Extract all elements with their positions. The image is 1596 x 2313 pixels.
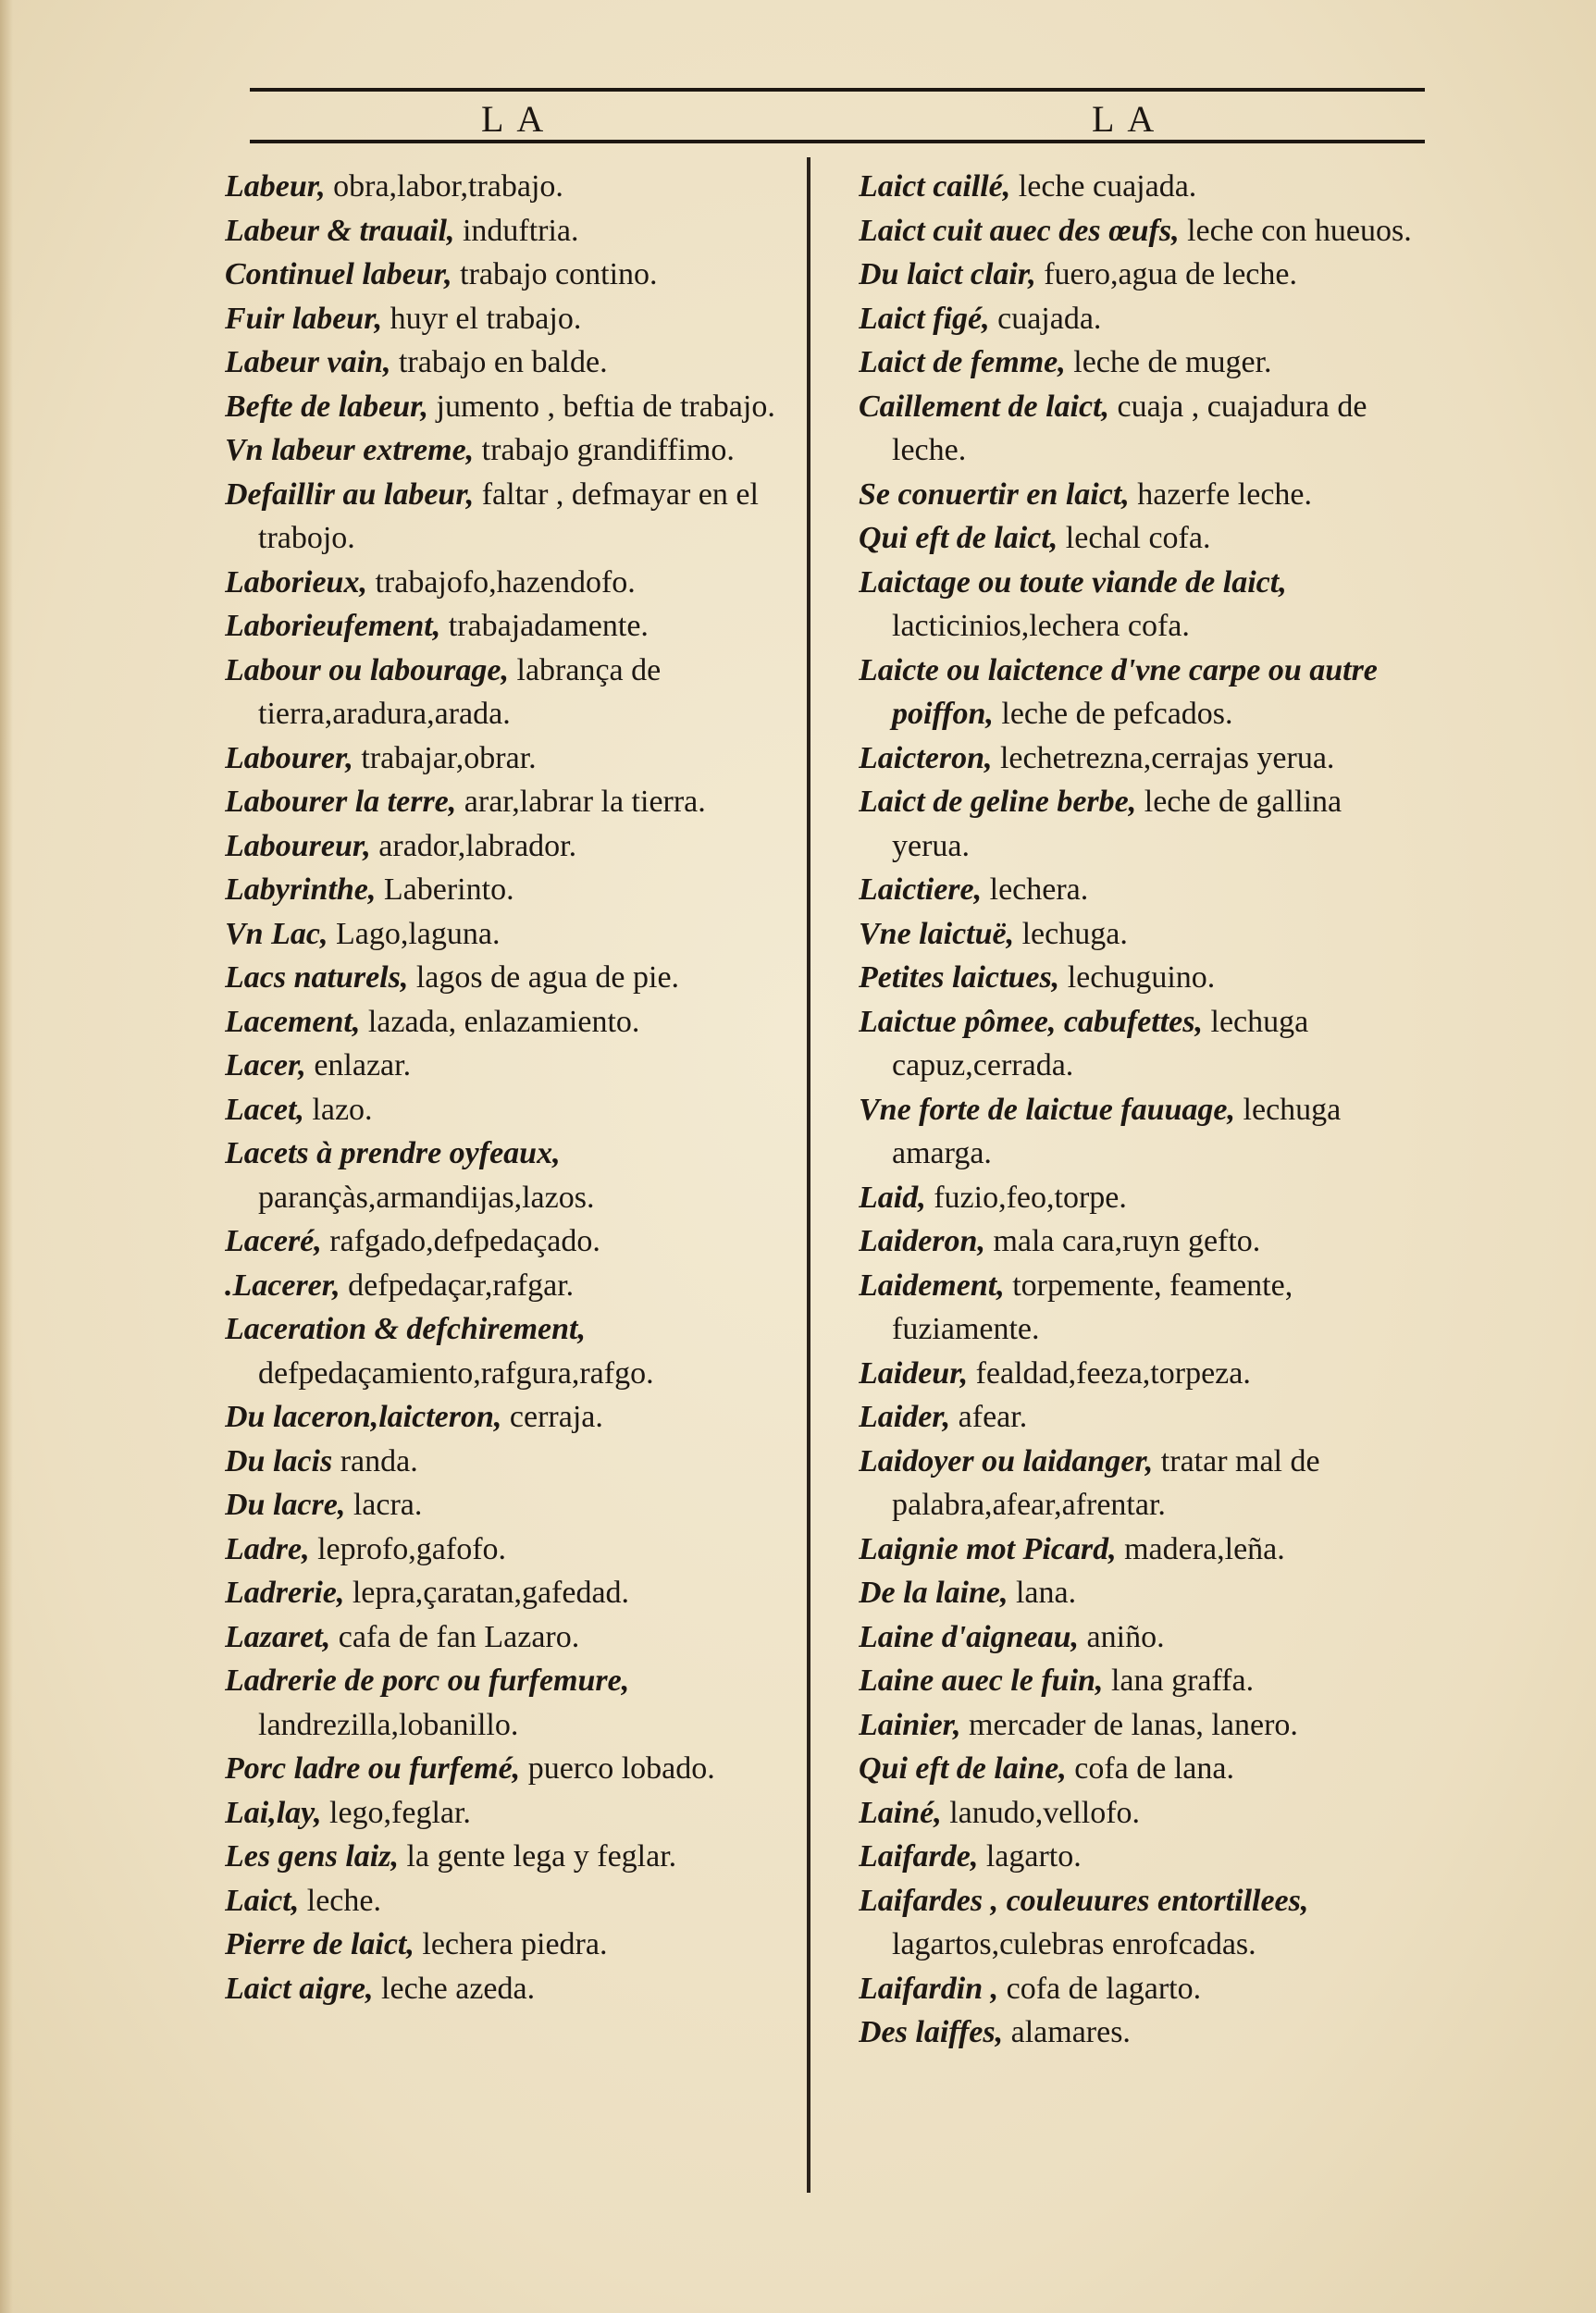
entry-definition: lego,feglar. (329, 1795, 471, 1830)
entry-headword: Laine auec le fuin, (859, 1664, 1104, 1698)
header-rule-bottom (250, 140, 1425, 143)
entry-definition: fuzio,feo,torpe. (934, 1180, 1127, 1215)
entry-definition: rafgado,defpedaçado. (329, 1224, 600, 1258)
dictionary-entry (225, 1571, 791, 1615)
entry-headword: Laidoyer ou laidanger, (859, 1443, 1154, 1478)
dictionary-entry (225, 1967, 791, 2011)
entry-headword: Laine d'aigneau, (859, 1619, 1080, 1654)
entry-headword: Laideur, (859, 1355, 969, 1391)
entry-definition: trabajofo,hazendofo. (375, 564, 636, 600)
dictionary-entry (859, 1967, 1425, 2011)
entry-definition: leche de pefcados. (1001, 697, 1233, 731)
dictionary-entry (225, 1307, 791, 1395)
entry-headword: Laict de femme, (859, 345, 1066, 379)
entry-definition: cofa de lana. (1074, 1751, 1234, 1786)
entry-definition: puerco lobado. (527, 1751, 715, 1786)
entry-headword: De la laine, (859, 1576, 1008, 1610)
entry-definition: randa. (340, 1443, 418, 1478)
dictionary-entry (225, 1483, 791, 1528)
dictionary-entry (859, 253, 1425, 297)
entry-definition: lagarto. (985, 1839, 1082, 1874)
entry-definition: leche cuajada. (1018, 169, 1197, 204)
entry-definition: trabajadamente. (448, 609, 649, 643)
dictionary-entry (225, 1044, 791, 1088)
entry-definition: lechuguino. (1067, 960, 1216, 995)
entry-headword: Laict cuit auec des œufs, (859, 213, 1180, 248)
dictionary-entry (859, 1088, 1425, 1176)
entry-definition: induftria. (462, 213, 579, 248)
dictionary-entry (859, 1791, 1425, 1836)
entry-headword: Qui eft de laine, (859, 1751, 1067, 1786)
entry-headword: Pierre de laict, (225, 1927, 414, 1961)
entry-headword: Laictue pômee, cabufettes, (859, 1004, 1204, 1039)
entry-definition: lechera. (989, 872, 1089, 907)
entry-definition: la gente lega y feglar. (406, 1839, 677, 1874)
dictionary-entry (225, 1747, 791, 1791)
dictionary-entry (225, 1264, 791, 1308)
dictionary-entry (859, 1747, 1425, 1791)
dictionary-entry (225, 165, 791, 209)
entry-definition: arador,labrador. (378, 828, 577, 863)
entry-headword: Laider, (859, 1400, 951, 1434)
dictionary-entry (225, 385, 791, 429)
entry-definition: defpedaçamiento,rafgura,rafgo. (258, 1355, 654, 1391)
entry-definition: jumento , beftia de trabajo. (436, 389, 775, 424)
dictionary-entry (859, 1352, 1425, 1396)
dictionary-entry (225, 340, 791, 385)
entry-headword: Ladre, (225, 1531, 310, 1566)
entry-definition: mala cara,ruyn gefto. (993, 1224, 1261, 1258)
entry-headword: Petites laictues, (859, 960, 1060, 995)
dictionary-entry (225, 1791, 791, 1836)
entry-headword: Porc ladre ou furfemé, (225, 1751, 521, 1786)
dictionary-entry (859, 516, 1425, 561)
entry-headword: Labour ou labourage, (225, 652, 509, 687)
dictionary-entry (225, 1440, 791, 1484)
dictionary-entry (859, 1879, 1425, 1967)
entry-headword: Se conuertir en laict, (859, 476, 1130, 512)
entry-definition: lazada, enlazamiento. (367, 1004, 640, 1039)
entry-definition: torpemente, feamente, fuziamente. (892, 1268, 1293, 1346)
entry-definition: Laberinto. (383, 872, 514, 907)
dictionary-entry (225, 209, 791, 254)
entry-definition: lanudo,vellofo. (949, 1795, 1141, 1830)
entry-headword: Labeur, (225, 169, 326, 204)
entry-headword: Lacets à prendre oyfeaux, (225, 1136, 561, 1170)
entry-definition: madera,leña. (1124, 1531, 1285, 1566)
dictionary-entry (859, 1659, 1425, 1703)
entry-headword: Labourer, (225, 740, 353, 775)
column-divider (807, 157, 810, 2193)
dictionary-entry (859, 1219, 1425, 1264)
entry-headword: Laid, (859, 1180, 926, 1215)
dictionary-entry (225, 956, 791, 1000)
dictionary-entry (859, 912, 1425, 957)
entry-definition: huyr el trabajo. (390, 301, 582, 336)
entry-definition: trabajo contino. (460, 257, 658, 291)
dictionary-entry (859, 1176, 1425, 1220)
entry-headword: Laictiere, (859, 872, 983, 907)
dictionary-entry (225, 1395, 791, 1440)
entry-headword: Du laict clair, (859, 257, 1036, 291)
entry-headword: Lainé, (859, 1795, 942, 1830)
dictionary-entry (225, 253, 791, 297)
entry-headword: Lacement, (225, 1004, 361, 1039)
dictionary-entry (859, 736, 1425, 781)
dictionary-entry (225, 1615, 791, 1660)
entry-definition: cerraja. (509, 1400, 603, 1434)
dictionary-entry (859, 209, 1425, 254)
dictionary-entry (225, 604, 791, 649)
dictionary-entry (859, 2010, 1425, 2055)
dictionary-entry (225, 561, 791, 605)
dictionary-entry (225, 428, 791, 473)
entry-definition: lacra. (353, 1488, 423, 1522)
entry-headword: Labourer la terre, (225, 785, 457, 819)
entry-headword: Vne forte de laictue fauuage, (859, 1092, 1236, 1127)
dictionary-entry (859, 780, 1425, 868)
entry-definition: aniño. (1086, 1619, 1165, 1654)
entry-headword: Laicte ou laictence d'vne carpe ou autre poiffon, (859, 652, 1378, 731)
entry-headword: Befte de labeur, (225, 389, 429, 424)
entry-headword: Defaillir au labeur, (225, 476, 475, 512)
dictionary-entry (859, 1264, 1425, 1352)
entry-headword: Les gens laiz, (225, 1839, 399, 1874)
left-column (225, 165, 791, 2010)
dictionary-entry (859, 1528, 1425, 1572)
entry-definition: lepra,çaratan,gafedad. (352, 1576, 630, 1610)
dictionary-entry (225, 1879, 791, 1923)
entry-headword: Laicteron, (859, 740, 993, 775)
entry-headword: Laict de geline berbe, (859, 785, 1137, 819)
entry-definition: fealdad,feeza,torpeza. (975, 1355, 1251, 1391)
entry-definition: landrezilla,lobanillo. (258, 1707, 519, 1742)
dictionary-entry (859, 956, 1425, 1000)
entry-headword: Laceré, (225, 1224, 322, 1258)
dictionary-entry (225, 780, 791, 824)
entry-definition: cuajada. (997, 301, 1102, 336)
entry-headword: Des laiffes, (859, 2015, 1004, 2049)
entry-headword: Laict, (225, 1883, 300, 1918)
entry-headword: Lacs naturels, (225, 960, 409, 995)
dictionary-entry (225, 473, 791, 561)
dictionary-entry (225, 912, 791, 957)
entry-definition: trabajo grandiffimo. (481, 433, 735, 467)
entry-definition: lagartos,culebras enrofcadas. (892, 1927, 1256, 1961)
entry-definition: leche. (306, 1883, 381, 1918)
entry-definition: afear. (958, 1400, 1028, 1434)
entry-definition: lechuga capuz,cerrada. (892, 1004, 1309, 1082)
entry-headword: Qui eft de laict, (859, 521, 1058, 555)
entry-headword: Lai,lay, (225, 1795, 322, 1830)
entry-definition: trabajar,obrar. (361, 740, 537, 775)
entry-definition: defpedaçar,rafgar. (348, 1268, 575, 1303)
dictionary-entry (859, 1000, 1425, 1088)
dictionary-entry (859, 473, 1425, 517)
entry-definition: lana. (1015, 1576, 1077, 1610)
dictionary-entry (225, 1528, 791, 1572)
dictionary-entry (859, 385, 1425, 473)
entry-headword: Lainier, (859, 1707, 961, 1742)
entry-definition: lechera piedra. (422, 1927, 608, 1961)
entry-headword: Laidement, (859, 1268, 1005, 1303)
entry-definition: parançàs,armandijas,lazos. (258, 1180, 595, 1215)
running-head-right: LA (1092, 98, 1168, 140)
entry-headword: Laifardes , couleuures entortillees, (859, 1883, 1309, 1918)
entry-definition: tratar mal de palabra,afear,afrentar. (892, 1443, 1320, 1522)
dictionary-entry (859, 868, 1425, 912)
dictionary-entry (859, 1571, 1425, 1615)
dictionary-entry (225, 1659, 791, 1747)
entry-headword: .Lacerer, (225, 1268, 340, 1303)
entry-headword: Continuel labeur, (225, 257, 452, 291)
entry-headword: Laignie mot Picard, (859, 1531, 1117, 1566)
entry-definition: leprofo,gafofo. (317, 1531, 507, 1566)
entry-definition: lagos de agua de pie. (415, 960, 680, 995)
entry-headword: Lazaret, (225, 1619, 331, 1654)
entry-headword: Fuir labeur, (225, 301, 383, 336)
running-head-left: LA (481, 98, 557, 140)
entry-definition: lechuga. (1021, 916, 1128, 951)
entry-headword: Laict figé, (859, 301, 990, 336)
entry-definition: faltar , defmayar en el trabojo. (258, 476, 759, 555)
entry-definition: cofa de lagarto. (1006, 1971, 1202, 2006)
entry-headword: Laceration & defchirement, (225, 1312, 587, 1346)
dictionary-entry (225, 1088, 791, 1132)
entry-definition: lacticinios,lechera cofa. (892, 609, 1190, 643)
entry-headword: Laideron, (859, 1224, 985, 1258)
entry-headword: Du lacre, (225, 1488, 346, 1522)
entry-headword: Lacer, (225, 1048, 306, 1082)
entry-headword: Laborieux, (225, 564, 367, 600)
entry-headword: Labyrinthe, (225, 872, 377, 907)
page-edge-shadow (0, 0, 13, 2313)
dictionary-entry (859, 1703, 1425, 1748)
entry-headword: Vn Lac, (225, 916, 328, 951)
entry-headword: Labeur vain, (225, 345, 391, 379)
dictionary-entry (859, 1440, 1425, 1528)
dictionary-entry (859, 649, 1425, 736)
dictionary-entry (225, 1132, 791, 1219)
entry-headword: Caillement de laict, (859, 389, 1110, 424)
dictionary-entry (225, 297, 791, 341)
entry-headword: Ladrerie, (225, 1576, 345, 1610)
right-column (859, 165, 1425, 2055)
entry-definition: lana graffa. (1110, 1664, 1255, 1698)
entry-headword: Labeur & trauail, (225, 213, 455, 248)
dictionary-entry (225, 1000, 791, 1045)
entry-headword: Laictage ou toute viande de laict, (859, 564, 1287, 600)
dictionary-entry (225, 824, 791, 869)
entry-definition: fuero,agua de leche. (1044, 257, 1297, 291)
entry-headword: Vn labeur extreme, (225, 433, 475, 467)
entry-definition: labrança de tierra,aradura,arada. (258, 652, 662, 731)
entry-headword: Laict caillé, (859, 169, 1011, 204)
dictionary-entry (225, 1219, 791, 1264)
entry-definition: lechuga amarga. (892, 1092, 1342, 1170)
entry-headword: Laboureur, (225, 828, 371, 863)
header-rule-top (250, 88, 1425, 92)
entry-definition: cuaja , cuajadura de leche. (892, 389, 1367, 467)
entry-headword: Lacet, (225, 1092, 304, 1127)
entry-headword: Vne laictuë, (859, 916, 1015, 951)
page-header (250, 88, 1425, 148)
dictionary-entry (859, 1395, 1425, 1440)
entry-headword: Laifardin , (859, 1971, 999, 2006)
entry-headword: Laict aigre, (225, 1971, 374, 2006)
entry-headword: Laborieufement, (225, 609, 441, 643)
dictionary-entry (225, 1835, 791, 1879)
dictionary-entry (859, 165, 1425, 209)
entry-definition: lazo. (312, 1092, 373, 1127)
dictionary-entry (225, 736, 791, 781)
dictionary-entry (859, 1615, 1425, 1660)
entry-definition: leche de gallina yerua. (892, 785, 1342, 863)
entry-headword: Du lacis (225, 1443, 333, 1478)
dictionary-entry (225, 868, 791, 912)
entry-definition: Lago,laguna. (335, 916, 501, 951)
entry-definition: leche con hueuos. (1187, 213, 1412, 248)
entry-definition: obra,labor,trabajo. (333, 169, 563, 204)
entry-headword: Laifarde, (859, 1839, 979, 1874)
dictionary-entry (859, 1835, 1425, 1879)
entry-headword: Du laceron,laicteron, (225, 1400, 502, 1434)
entry-definition: enlazar. (314, 1048, 412, 1082)
dictionary-entry (225, 649, 791, 736)
entry-definition: arar,labrar la tierra. (464, 785, 706, 819)
entry-definition: lechetrezna,cerrajas yerua. (999, 740, 1335, 775)
entry-headword: Ladrerie de porc ou furfemure, (225, 1664, 630, 1698)
dictionary-entry (859, 561, 1425, 649)
dictionary-entry (859, 340, 1425, 385)
entry-definition: hazerfe leche. (1137, 476, 1313, 512)
entry-definition: leche de muger. (1073, 345, 1272, 379)
entry-definition: alamares. (1010, 2015, 1131, 2049)
entry-definition: mercader de lanas, lanero. (969, 1707, 1298, 1742)
entry-definition: leche azeda. (381, 1971, 536, 2006)
entry-definition: trabajo en balde. (398, 345, 608, 379)
dictionary-entry (859, 297, 1425, 341)
dictionary-entry (225, 1923, 791, 1967)
entry-definition: lechal cofa. (1065, 521, 1211, 555)
entry-definition: cafa de fan Lazaro. (338, 1619, 580, 1654)
